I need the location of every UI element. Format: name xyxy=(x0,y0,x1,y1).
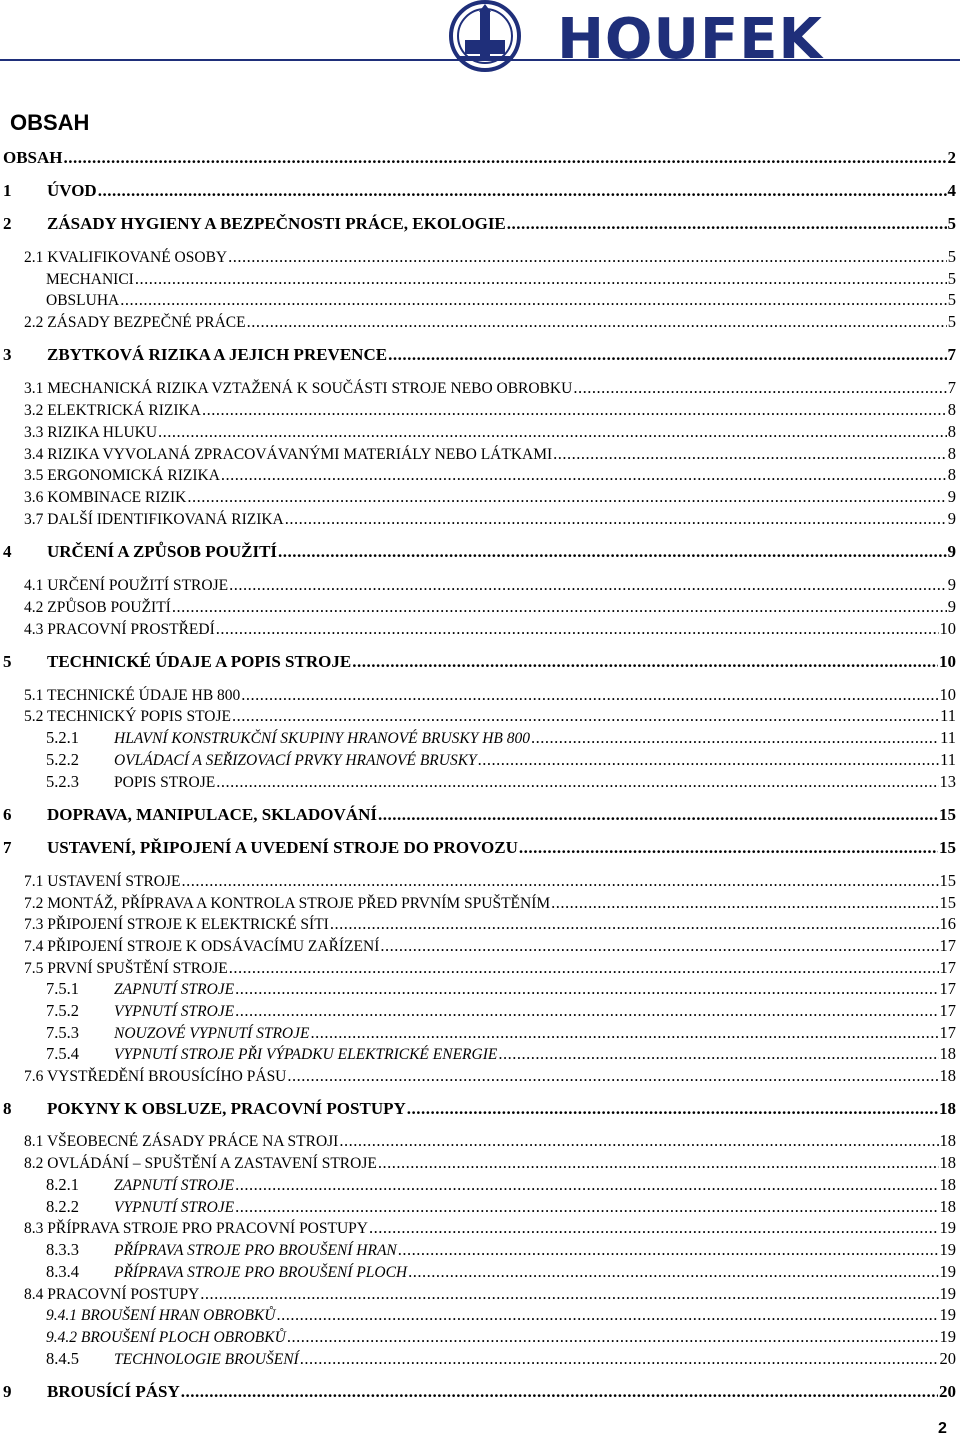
toc-dot-leader xyxy=(388,345,946,365)
toc-dot-leader xyxy=(241,685,938,705)
toc-entry-page: 11 xyxy=(940,706,956,725)
toc-entry[interactable] xyxy=(0,1218,960,1239)
toc-entry-title: 7.4 PŘIPOJENÍ STROJE K ODSÁVACÍMU ZAŘÍZENÍ xyxy=(24,938,380,955)
toc-entry[interactable] xyxy=(0,312,960,333)
toc-entry-number: 7.5.4 xyxy=(46,1044,79,1063)
toc-entry[interactable] xyxy=(0,1066,960,1087)
toc-entry-title: 3.5 ERGONOMICKÁ RIZIKA xyxy=(24,467,220,484)
toc-dot-leader xyxy=(498,1044,938,1064)
toc-dot-leader xyxy=(235,1197,938,1217)
toc-dot-leader xyxy=(216,772,938,792)
toc-entry-title: ZBYTKOVÁ RIZIKA A JEJICH PREVENCE xyxy=(47,345,388,364)
toc-entry-page: 9 xyxy=(947,487,956,506)
toc-dot-leader xyxy=(221,465,947,485)
toc-entry[interactable] xyxy=(0,871,960,892)
toc-dot-leader xyxy=(247,312,947,332)
toc-entry-page: 19 xyxy=(939,1262,956,1281)
toc-entry-title: 5.2 TECHNICKÝ POPIS STOJE xyxy=(24,708,231,725)
toc-entry-page: 10 xyxy=(939,619,956,638)
toc-entry-number: 7 xyxy=(3,838,12,857)
toc-dot-leader xyxy=(531,728,939,748)
toc-entry-number: 2 xyxy=(3,214,12,233)
toc-entry-title: 7.6 VYSTŘEDĚNÍ BROUSÍCÍHO PÁSU xyxy=(24,1068,287,1085)
toc-entry[interactable] xyxy=(0,509,960,530)
toc-entry-page: 15 xyxy=(939,871,956,890)
toc-entry[interactable] xyxy=(0,685,960,706)
toc-entry-page: 17 xyxy=(939,979,956,998)
toc-dot-leader xyxy=(330,914,939,934)
page-title: OBSAH xyxy=(10,110,90,135)
toc-dot-leader xyxy=(158,422,947,442)
toc-entry[interactable] xyxy=(0,706,960,727)
toc-entry[interactable] xyxy=(0,214,960,234)
toc-entry-page: 19 xyxy=(939,1240,956,1259)
toc-entry[interactable] xyxy=(0,1327,960,1348)
toc-dot-leader xyxy=(216,619,939,639)
toc-entry[interactable] xyxy=(0,575,960,596)
toc-dot-leader xyxy=(573,378,946,398)
toc-entry-title: 3.2 ELEKTRICKÁ RIZIKA xyxy=(24,402,201,419)
page-number: 2 xyxy=(938,1420,947,1437)
toc-entry-title: 8.3 PŘÍPRAVA STROJE PRO PRACOVNÍ POSTUPY xyxy=(24,1220,368,1237)
toc-entry-number: 8.2.2 xyxy=(46,1197,79,1216)
toc-entry[interactable] xyxy=(0,750,960,771)
toc-entry[interactable] xyxy=(0,958,960,979)
toc-entry-number: 5 xyxy=(3,652,12,671)
toc-dot-leader xyxy=(519,838,938,858)
toc-entry-title: 8.4 PRACOVNÍ POSTUPY xyxy=(24,1286,200,1303)
toc-dot-leader xyxy=(369,1218,939,1238)
toc-dot-leader xyxy=(181,1382,938,1402)
toc-entry[interactable] xyxy=(0,914,960,935)
toc-entry-page: 8 xyxy=(947,422,956,441)
toc-dot-leader xyxy=(352,652,938,672)
toc-dot-leader xyxy=(235,1001,938,1021)
toc-dot-leader xyxy=(278,542,946,562)
toc-entry-page: 15 xyxy=(939,805,956,824)
toc-entry-title: USTAVENÍ, PŘIPOJENÍ A UVEDENÍ STROJE DO PROVOZU xyxy=(47,838,518,857)
toc-entry-title: 3.1 MECHANICKÁ RIZIKA VZTAŽENÁ K SOUČÁSTI STROJE NEBO OBROBKU xyxy=(24,380,573,397)
toc-entry-number: 5.2.1 xyxy=(46,728,79,747)
toc-dot-leader xyxy=(182,871,939,891)
toc-entry[interactable] xyxy=(0,1001,960,1022)
toc-entry-title: 3.7 DALŠÍ IDENTIFIKOVANÁ RIZIKA xyxy=(24,511,284,528)
toc-entry-title: HLAVNÍ KONSTRUKČNÍ SKUPINY HRANOVÉ BRUSKY HB 800 xyxy=(114,730,531,747)
toc-dot-leader xyxy=(339,1131,938,1151)
toc-dot-leader xyxy=(229,575,947,595)
toc-entry-page: 11 xyxy=(940,728,956,747)
toc-entry-page: 9 xyxy=(947,575,956,594)
toc-entry-title: 3.3 RIZIKA HLUKU xyxy=(24,424,158,441)
toc-entry-title: 7.1 USTAVENÍ STROJE xyxy=(24,873,181,890)
toc-dot-leader xyxy=(276,1305,938,1325)
toc-entry-page: 15 xyxy=(939,893,956,912)
toc-entry-title: ÚVOD xyxy=(47,181,97,200)
toc-dot-leader xyxy=(287,1327,939,1347)
toc-entry-title: 2.2 ZÁSADY BEZPEČNÉ PRÁCE xyxy=(24,314,246,331)
toc-entry-title: 8.2 OVLÁDÁNÍ – SPUŠTĚNÍ A ZASTAVENÍ STROJE xyxy=(24,1155,377,1172)
toc-entry-page: 20 xyxy=(939,1382,956,1401)
toc-entry-page: 4 xyxy=(947,181,956,200)
toc-entry-page: 8 xyxy=(947,444,956,463)
toc-entry[interactable] xyxy=(0,378,960,399)
toc-entry-title: TECHNOLOGIE BROUŠENÍ xyxy=(114,1351,299,1368)
toc-entry-title: 2.1 KVALIFIKOVANÉ OSOBY xyxy=(24,249,228,266)
toc-entry[interactable] xyxy=(0,1305,960,1326)
toc-entry-title: OBSLUHA xyxy=(46,292,120,309)
toc-entry-page: 20 xyxy=(939,1349,956,1368)
toc-entry-title: VYPNUTÍ STROJE xyxy=(114,1199,235,1216)
toc-entry-page: 17 xyxy=(939,936,956,955)
toc-entry-page: 15 xyxy=(939,838,956,857)
toc-entry-title: MECHANICI xyxy=(46,271,134,288)
toc-entry-number: 6 xyxy=(3,805,12,824)
toc-entry-title: 3.6 KOMBINACE RIZIK xyxy=(24,489,187,506)
toc-entry[interactable] xyxy=(0,805,960,825)
toc-dot-leader xyxy=(507,214,947,234)
toc-entry[interactable] xyxy=(0,1349,960,1370)
toc-dot-leader xyxy=(120,290,947,310)
toc-entry-title: 7.2 MONTÁŽ, PŘÍPRAVA A KONTROLA STROJE PŘED PRVNÍM SPUŠTĚNÍM xyxy=(24,895,551,912)
toc-dot-leader xyxy=(200,1284,938,1304)
toc-dot-leader xyxy=(398,1240,939,1260)
toc-entry-title: 4.1 URČENÍ POUŽITÍ STROJE xyxy=(24,577,229,594)
toc-entry-page: 7 xyxy=(947,345,956,364)
toc-entry-title: VYPNUTÍ STROJE xyxy=(114,1003,235,1020)
toc-entry-title: 4.3 PRACOVNÍ PROSTŘEDÍ xyxy=(24,621,215,638)
toc-entry[interactable] xyxy=(0,1175,960,1196)
toc-entry[interactable] xyxy=(0,422,960,443)
toc-entry[interactable] xyxy=(0,619,960,640)
toc-entry-page: 18 xyxy=(939,1153,956,1172)
toc-entry-title: POKYNY K OBSLUZE, PRACOVNÍ POSTUPY xyxy=(47,1099,406,1118)
toc-dot-leader xyxy=(378,1153,939,1173)
toc-dot-leader xyxy=(187,487,946,507)
toc-entry-number: 8.3.3 xyxy=(46,1240,79,1259)
toc-entry-title: DOPRAVA, MANIPULACE, SKLADOVÁNÍ xyxy=(47,805,377,824)
toc-entry-title: 8.1 VŠEOBECNÉ ZÁSADY PRÁCE NA STROJI xyxy=(24,1133,339,1150)
toc-entry-number: 3 xyxy=(3,345,12,364)
toc-entry-number: 8.3.4 xyxy=(46,1262,79,1281)
toc-dot-leader xyxy=(287,1066,938,1086)
toc-entry-number: 1 xyxy=(3,181,12,200)
toc-entry[interactable] xyxy=(0,542,960,562)
toc-entry-page: 18 xyxy=(939,1175,956,1194)
toc-entry-title: 7.3 PŘIPOJENÍ STROJE K ELEKTRICKÉ SÍTI xyxy=(24,916,329,933)
toc-dot-leader xyxy=(300,1349,939,1369)
toc-entry-page: 2 xyxy=(947,148,956,167)
toc-entry-page: 18 xyxy=(939,1066,956,1085)
toc-entry[interactable] xyxy=(0,1044,960,1065)
toc-entry-title: 4.2 ZPŮSOB POUŽITÍ xyxy=(24,599,171,616)
toc-entry[interactable] xyxy=(0,1240,960,1261)
toc-entry-page: 11 xyxy=(940,750,956,769)
toc-entry-page: 9 xyxy=(947,542,956,561)
toc-entry[interactable] xyxy=(0,148,960,168)
toc-entry[interactable] xyxy=(0,1023,960,1044)
toc-entry[interactable] xyxy=(0,345,960,365)
toc-entry-page: 19 xyxy=(939,1218,956,1237)
toc-entry-title: 9.4.2 BROUŠENÍ PLOCH OBROBKŮ xyxy=(46,1329,286,1346)
toc-entry-title: TECHNICKÉ ÚDAJE A POPIS STROJE xyxy=(47,652,352,671)
toc-entry[interactable] xyxy=(0,1382,960,1402)
toc-entry[interactable] xyxy=(0,269,960,290)
toc-entry-number: 9 xyxy=(3,1382,12,1401)
toc-entry-title: ZAPNUTÍ STROJE xyxy=(114,981,235,998)
toc-entry[interactable] xyxy=(0,444,960,465)
toc-entry[interactable] xyxy=(0,400,960,421)
toc-entry-page: 5 xyxy=(947,214,956,233)
toc-entry-title: OBSAH xyxy=(3,148,63,167)
toc-entry-title: VYPNUTÍ STROJE PŘI VÝPADKU ELEKTRICKÉ ENERGIE xyxy=(114,1046,498,1063)
toc-entry[interactable] xyxy=(0,597,960,618)
toc-dot-leader xyxy=(64,148,947,168)
toc-entry-page: 5 xyxy=(947,312,956,331)
toc-entry[interactable] xyxy=(0,1262,960,1283)
toc-entry-page: 5 xyxy=(947,247,956,266)
toc-entry[interactable] xyxy=(0,247,960,268)
toc-entry-title: BROUSÍCÍ PÁSY xyxy=(47,1382,180,1401)
toc-entry-page: 7 xyxy=(947,378,956,397)
toc-entry-number: 5.2.2 xyxy=(46,750,79,769)
toc-dot-leader xyxy=(285,509,947,529)
toc-entry-title: 3.4 RIZIKA VYVOLANÁ ZPRACOVÁVANÝMI MATERIÁLY NEBO LÁTKAMI xyxy=(24,446,553,463)
toc-entry-number: 7.5.2 xyxy=(46,1001,79,1020)
toc-entry-number: 5.2.3 xyxy=(46,772,79,791)
toc-dot-leader xyxy=(310,1023,938,1043)
toc-entry[interactable] xyxy=(0,1197,960,1218)
toc-entry-title: ZÁSADY HYGIENY A BEZPEČNOSTI PRÁCE, EKOLOGIE xyxy=(47,214,506,233)
toc-entry-page: 17 xyxy=(939,1023,956,1042)
toc-entry[interactable] xyxy=(0,1153,960,1174)
toc-entry-number: 4 xyxy=(3,542,12,561)
toc-dot-leader xyxy=(408,1262,938,1282)
toc-entry-title: NOUZOVÉ VYPNUTÍ STROJE xyxy=(114,1025,310,1042)
toc-entry-title: POPIS STROJE xyxy=(114,774,216,791)
toc-entry[interactable] xyxy=(0,1099,960,1119)
logo-wordmark: HOUFEK xyxy=(557,7,823,72)
toc-entry-number: 7.5.1 xyxy=(46,979,79,998)
toc-entry-page: 8 xyxy=(947,400,956,419)
toc-dot-leader xyxy=(172,597,947,617)
toc-entry-title: ZAPNUTÍ STROJE xyxy=(114,1177,235,1194)
toc-entry[interactable] xyxy=(0,465,960,486)
toc-entry-page: 19 xyxy=(939,1305,956,1324)
toc-entry[interactable] xyxy=(0,838,960,858)
toc-dot-leader xyxy=(229,958,939,978)
toc-dot-leader xyxy=(378,805,938,825)
toc-entry-number: 8 xyxy=(3,1099,12,1118)
toc-dot-leader xyxy=(202,400,947,420)
toc-dot-leader xyxy=(553,444,947,464)
toc-entry-page: 13 xyxy=(939,772,956,791)
toc-entry-page: 5 xyxy=(947,290,956,309)
toc-dot-leader xyxy=(380,936,938,956)
toc-entry-page: 9 xyxy=(947,597,956,616)
toc-entry[interactable] xyxy=(0,181,960,201)
toc-dot-leader xyxy=(551,893,938,913)
toc-entry-page: 19 xyxy=(939,1284,956,1303)
toc-dot-leader xyxy=(232,706,939,726)
toc-entry[interactable] xyxy=(0,290,960,311)
toc-dot-leader xyxy=(235,979,938,999)
toc-dot-leader xyxy=(478,750,939,770)
toc-dot-leader xyxy=(228,247,947,267)
toc-dot-leader xyxy=(235,1175,938,1195)
toc-entry-title: 7.5 PRVNÍ SPUŠTĚNÍ STROJE xyxy=(24,960,228,977)
toc-dot-leader xyxy=(98,181,947,201)
toc-entry-page: 8 xyxy=(947,465,956,484)
toc-entry[interactable] xyxy=(0,936,960,957)
toc-entry-page: 18 xyxy=(939,1044,956,1063)
toc-entry[interactable] xyxy=(0,652,960,672)
toc-entry-title: OVLÁDACÍ A SEŘIZOVACÍ PRVKY HRANOVÉ BRUSKY xyxy=(114,752,477,769)
toc-entry-page: 16 xyxy=(939,914,956,933)
toc-entry[interactable] xyxy=(0,728,960,749)
toc-entry-number: 7.5.3 xyxy=(46,1023,79,1042)
toc-entry[interactable] xyxy=(0,772,960,793)
toc-dot-leader xyxy=(407,1099,938,1119)
toc-entry[interactable] xyxy=(0,979,960,1000)
toc-entry-title: URČENÍ A ZPŮSOB POUŽITÍ xyxy=(47,542,278,561)
toc-entry-page: 17 xyxy=(939,1001,956,1020)
toc-entry-page: 18 xyxy=(939,1197,956,1216)
toc-entry-page: 10 xyxy=(939,685,956,704)
toc-entry-page: 10 xyxy=(939,652,956,671)
toc-entry[interactable] xyxy=(0,487,960,508)
toc-entry-title: PŘÍPRAVA STROJE PRO BROUŠENÍ HRAN xyxy=(114,1242,397,1259)
toc-dot-leader xyxy=(135,269,947,289)
toc-entry[interactable] xyxy=(0,893,960,914)
toc-entry-number: 8.2.1 xyxy=(46,1175,79,1194)
toc-entry-title: 5.1 TECHNICKÉ ÚDAJE HB 800 xyxy=(24,687,241,704)
toc-entry[interactable] xyxy=(0,1284,960,1305)
toc-entry-title: PŘÍPRAVA STROJE PRO BROUŠENÍ PLOCH xyxy=(114,1264,408,1281)
toc-entry-page: 9 xyxy=(947,509,956,528)
toc-entry-page: 5 xyxy=(947,269,956,288)
toc-entry-title: 9.4.1 BROUŠENÍ HRAN OBROBKŮ xyxy=(46,1307,276,1324)
toc-entry-number: 8.4.5 xyxy=(46,1349,79,1368)
toc-entry-page: 19 xyxy=(939,1327,956,1346)
toc-entry-page: 18 xyxy=(939,1131,956,1150)
toc-entry-page: 18 xyxy=(939,1099,956,1118)
toc-entry[interactable] xyxy=(0,1131,960,1152)
toc-entry-page: 17 xyxy=(939,958,956,977)
